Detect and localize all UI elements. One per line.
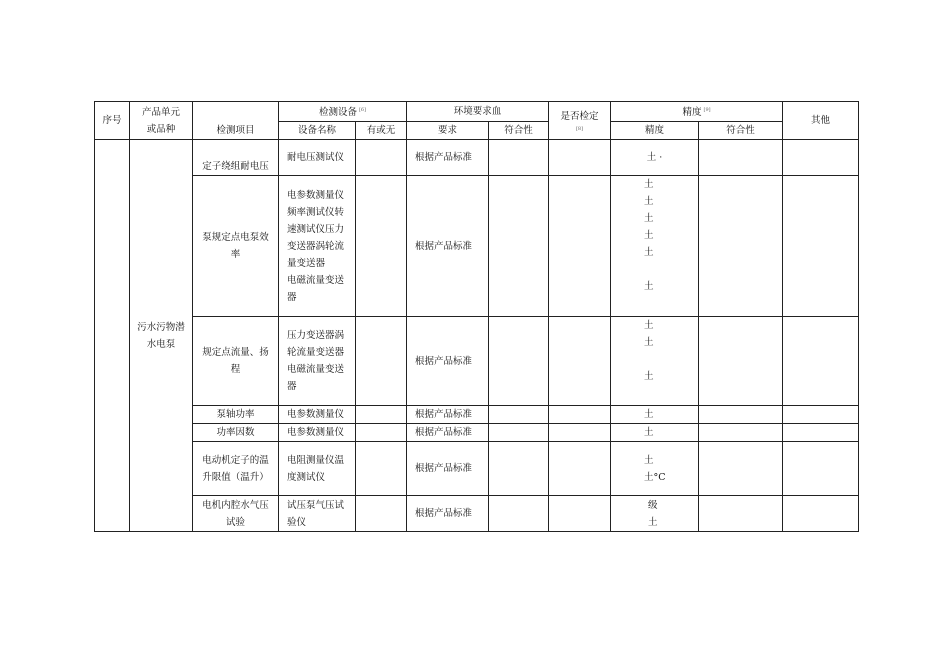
has-or-not-cell [356,406,407,424]
table-row [95,176,859,317]
equipment-name-cell: 电参数测量仪 [279,424,356,442]
accuracy-conformity-cell [699,176,783,317]
env-conformity-cell [489,424,549,442]
product-cell: 污水污物潜 水电泵 [130,140,193,532]
other-cell [783,140,859,176]
equipment-name-cell: 电参数测量仪 [279,406,356,424]
env-conformity-cell [489,317,549,406]
accuracy-cell: 土 · [611,140,699,176]
accuracy-cell: 土 土°C [611,442,699,496]
equipment-name-cell: 耐电压测试仪 [279,140,356,176]
accuracy-conformity-cell [699,442,783,496]
header-verified: 是否检定 [8] [549,102,611,140]
header-accuracy-conformity: 符合性 [699,122,783,140]
test-item-cell: 电动机定子的温 升限值（温升） [193,442,279,496]
requirement-cell: 根据产品标准 [407,406,489,424]
verified-cell [549,140,611,176]
has-or-not-cell [356,424,407,442]
accuracy-conformity-cell [699,496,783,532]
accuracy-cell: 土 [611,406,699,424]
env-conformity-cell [489,140,549,176]
has-or-not-cell [356,496,407,532]
header-accuracy-sub: 精度 [611,122,699,140]
header-test-item: 检测项目 [193,102,279,140]
other-cell [783,496,859,532]
verified-cell [549,442,611,496]
other-cell [783,442,859,496]
other-cell [783,176,859,317]
equipment-name-cell: 电阻测量仪温 度测试仪 [279,442,356,496]
requirement-cell: 根据产品标准 [407,140,489,176]
other-cell [783,406,859,424]
table-row [95,317,859,406]
test-item-cell: 泵轴功率 [193,406,279,424]
header-equipment: 检测设备 [6] [279,102,407,122]
accuracy-cell: 土 土 土 土 土 土 [611,176,699,317]
other-cell [783,317,859,406]
header-product-unit: 产品单元 或品种 [130,102,193,140]
equipment-name-cell: 试压泵气压试 验仪 [279,496,356,532]
test-item-cell: 规定点流量、扬 程 [193,317,279,406]
accuracy-conformity-cell [699,140,783,176]
accuracy-conformity-cell [699,424,783,442]
equipment-name-cell: 压力变送器涡 轮流量变送器 电磁流量变送 器 [279,317,356,406]
seq-cell [95,140,130,532]
has-or-not-cell [356,317,407,406]
verified-cell [549,406,611,424]
accuracy-conformity-cell [699,317,783,406]
header-accuracy: 精度 [9] [611,102,783,122]
accuracy-cell: 级 土 [611,496,699,532]
requirement-cell: 根据产品标准 [407,176,489,317]
verified-cell [549,176,611,317]
equipment-name-cell: 电参数测量仪 频率测试仪转 速测试仪压力 变送器涡轮流 量变送器 电磁流量变送 器 [279,176,356,317]
requirement-cell: 根据产品标准 [407,442,489,496]
accuracy-cell: 土 [611,424,699,442]
env-conformity-cell [489,442,549,496]
header-has-or-not: 有或无 [356,122,407,140]
table-row [95,424,859,442]
requirement-cell: 根据产品标准 [407,496,489,532]
test-item-cell: 定子绕组耐电压 [193,140,279,176]
accuracy-cell: 土 土 土 [611,317,699,406]
header-environment: 环境要求血 [407,102,549,122]
header-env-conformity: 符合性 [489,122,549,140]
table-row [95,406,859,424]
header-env-requirement: 要求 [407,122,489,140]
inspection-table [94,101,859,532]
env-conformity-cell [489,496,549,532]
accuracy-conformity-cell [699,406,783,424]
test-item-cell: 功率因数 [193,424,279,442]
table-row [95,442,859,496]
has-or-not-cell [356,176,407,317]
has-or-not-cell [356,140,407,176]
verified-cell [549,496,611,532]
verified-cell [549,317,611,406]
test-item-cell: 电机内腔水气压 试验 [193,496,279,532]
requirement-cell: 根据产品标准 [407,424,489,442]
requirement-cell: 根据产品标准 [407,317,489,406]
env-conformity-cell [489,406,549,424]
header-seq: 序号 [95,102,130,140]
has-or-not-cell [356,442,407,496]
verified-cell [549,424,611,442]
table-row [95,140,859,176]
header-equipment-name: 设备名称 [279,122,356,140]
header-other: 其他 [783,102,859,140]
table-row [95,496,859,532]
test-item-cell: 泵规定点电泵效 率 [193,176,279,317]
env-conformity-cell [489,176,549,317]
other-cell [783,424,859,442]
